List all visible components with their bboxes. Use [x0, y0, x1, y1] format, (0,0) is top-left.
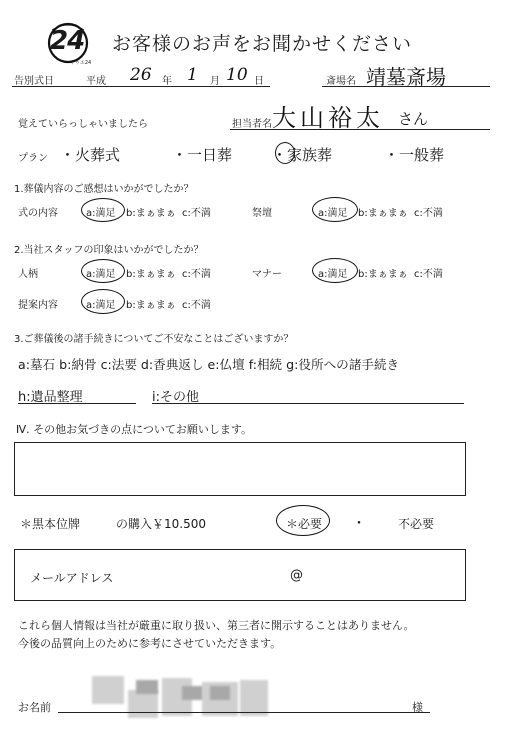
q3-option-i[interactable]: i:その他	[152, 390, 199, 405]
logo-small-text: ドゥエ24	[70, 60, 92, 66]
q2-title: 2.当社スタッフの印象はいかがでしたか？	[14, 245, 204, 256]
plan-label: プラン	[18, 153, 48, 164]
staff-underline	[230, 129, 490, 130]
q2-row1-c[interactable]: c:不満	[182, 269, 211, 280]
plan-selection-circle	[275, 142, 295, 164]
name-value-redacted	[92, 676, 272, 720]
q1-row1-selection-circle	[81, 198, 125, 222]
hall-label: 斎場名	[326, 76, 356, 87]
q3-option-i-underline	[152, 403, 464, 404]
plan-option-family[interactable]: ・家族葬	[272, 146, 333, 164]
month-unit: 月	[210, 76, 220, 87]
name-label: お名前	[18, 701, 51, 714]
staff-label: 担当者名	[232, 119, 272, 130]
comments-box[interactable]	[14, 442, 466, 496]
q1-row1-a[interactable]: a:満足	[86, 208, 116, 219]
q1-row2-label: 祭壇	[252, 208, 272, 219]
q2-row1-label: 人柄	[18, 269, 38, 280]
ihai-no-need-option[interactable]: 不必要	[398, 517, 435, 531]
q2-row3-c[interactable]: c:不満	[182, 300, 211, 311]
staff-name-value[interactable]: 大山裕太	[272, 104, 384, 132]
day-unit: 日	[254, 76, 264, 87]
staff-name-suffix: さん	[398, 110, 429, 128]
company-logo	[44, 18, 94, 68]
q2-row2-label: マナー	[252, 269, 282, 280]
q2-row3-label: 提案内容	[18, 300, 58, 311]
ihai-item-label: ＊黒本位牌	[20, 517, 81, 531]
q2-row2-a[interactable]: a:満足	[318, 269, 348, 280]
staff-question: 覚えていらっしゃいましたら	[18, 119, 148, 130]
privacy-notice-line1: これら個人情報は当社が厳重に取り扱い、第三者に開示することはありません。	[18, 619, 415, 632]
date-label: 告別式日	[14, 76, 54, 87]
logo-number: 24	[50, 26, 85, 56]
q2-row3-b[interactable]: b:まぁまぁ	[126, 300, 176, 311]
ihai-purchase-label: の購入￥10.500	[116, 517, 206, 531]
q1-title: 1.葬儀内容のご感想はいかがでしたか？	[14, 184, 194, 195]
q2-row1-a[interactable]: a:満足	[86, 269, 116, 280]
form-title: お客様のお声をお聞かせください	[112, 33, 413, 55]
plan-option-one-day[interactable]: ・一日葬	[172, 146, 233, 164]
email-label: メールアドレス	[30, 571, 114, 585]
month-value[interactable]: 1	[187, 65, 198, 85]
q2-row2-b[interactable]: b:まぁまぁ	[358, 269, 408, 280]
q4-title: Ⅳ. その他お気づきの点についてお願いします。	[16, 423, 253, 436]
q2-row3-selection-circle	[81, 289, 125, 314]
q3-title: 3.ご葬儀後の諸手続きについてご不安なことはございますか？	[14, 334, 294, 345]
q1-row2-b[interactable]: b:まぁまぁ	[358, 208, 408, 219]
year-value[interactable]: 26	[130, 65, 152, 85]
hall-value[interactable]: 靖墓斎場	[366, 65, 446, 89]
q2-row3-a[interactable]: a:満足	[86, 300, 116, 311]
date-underline	[12, 86, 270, 87]
q1-row2-a[interactable]: a:満足	[318, 208, 348, 219]
q2-row2-c[interactable]: c:不満	[414, 269, 443, 280]
q2-row1-selection-circle	[81, 259, 125, 283]
q1-row2-c[interactable]: c:不満	[414, 208, 443, 219]
name-suffix: 様	[412, 701, 423, 714]
ihai-need-option[interactable]: ＊必要	[286, 517, 323, 531]
q3-options-line[interactable]: a:墓石 b:納骨 c:法要 d:香典返し e:仏壇 f:相続 g:役所への諸手続き	[18, 357, 400, 372]
ihai-bullet: ・	[352, 516, 366, 532]
hall-underline	[322, 86, 490, 87]
name-underline	[58, 712, 430, 713]
era-label: 平成	[86, 76, 106, 87]
plan-option-general[interactable]: ・一般葬	[384, 146, 445, 164]
plan-option-cremation[interactable]: ・火葬式	[60, 146, 121, 164]
q2-row1-b[interactable]: b:まぁまぁ	[126, 269, 176, 280]
q3-option-h-underline	[18, 403, 136, 404]
q1-row2-selection-circle	[312, 197, 358, 222]
privacy-notice-line2: 今後の品質向上のために参考にさせていただきます。	[18, 637, 282, 650]
year-unit: 年	[162, 76, 172, 87]
q1-row1-label: 式の内容	[18, 208, 58, 219]
ihai-selection-circle	[276, 505, 330, 536]
q2-row2-selection-circle	[312, 258, 358, 283]
q1-row1-c[interactable]: c:不満	[182, 208, 211, 219]
day-value[interactable]: 10	[226, 65, 248, 85]
q3-option-h[interactable]: h:遺品整理	[18, 390, 83, 405]
email-at-sign: @	[290, 568, 303, 583]
q1-row1-b[interactable]: b:まぁまぁ	[126, 208, 176, 219]
